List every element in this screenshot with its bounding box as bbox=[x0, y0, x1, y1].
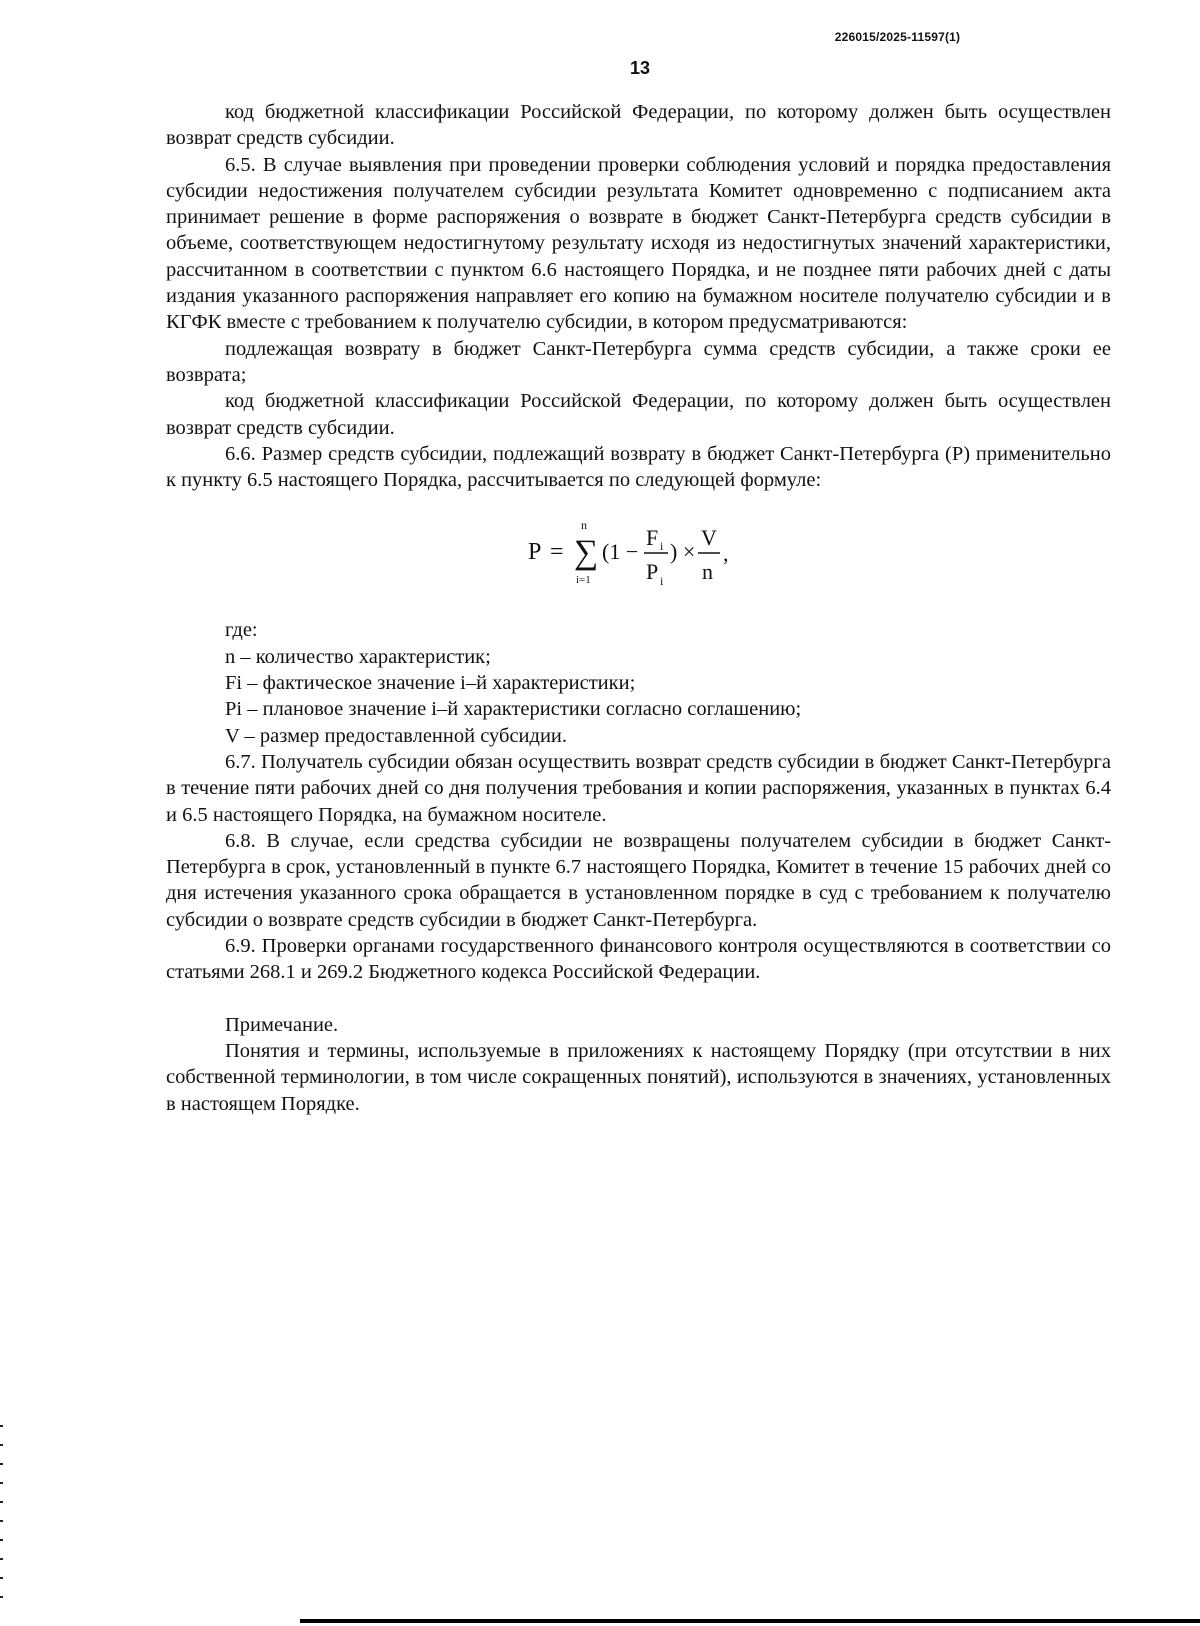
formula-lhs: P bbox=[528, 539, 542, 566]
paragraph-6-6: 6.6. Размер средств субсидии, подлежащий возврату в бюджет Санкт-Петербурга (P) применительно к пункту 6.5 настоящего Порядка, рассчитывается по следующей формуле: bbox=[166, 442, 1111, 492]
definition-v: V – размер предоставленной субсидии. bbox=[225, 724, 568, 747]
scan-edge-marks bbox=[0, 1425, 4, 1615]
formula-equals: = bbox=[550, 539, 564, 566]
definitions-heading: где: bbox=[225, 619, 258, 642]
document-id: 226015/2025-11597(1) bbox=[834, 30, 961, 44]
formula-numerator-sub: i bbox=[660, 539, 664, 554]
paragraph-6-5: 6.5. В случае выявления при проведении проверки соблюдения условий и порядка предоставления субсидии недостижения получателем субсидии результата Комитет одновременно с подписанием акта принимает решение в форме распоряжения о возврате в бюджет Санкт-Петербурга средств субсидии в объеме, соответствующем недостигнутому результату исходя из недостигнутых значений характеристики, рассчитанном в соответствии с пунктом 6.6 настоящего Порядка, и не позднее пяти рабочих дней с даты издания указанного распоряжения направляет его копию на бумажном носителе получателю субсидии и в КГФК вместе с требованием к получателю субсидии, в котором предусматриваются: bbox=[166, 153, 1111, 334]
formula-comma: , bbox=[723, 541, 729, 567]
paragraph-budget-code-1: код бюджетной классификации Российской Федерации, по которому должен быть осуществлен возврат средств субсидии. bbox=[166, 101, 1111, 150]
paragraph-budget-code-2: код бюджетной классификации Российской Федерации, по которому должен быть осуществлен возврат средств субсидии. bbox=[166, 390, 1111, 439]
note-title: Примечание. bbox=[225, 1013, 339, 1036]
paragraph-refund-amount: подлежащая возврату в бюджет Санкт-Петербурга сумма средств субсидии, а также сроки ее возврата; bbox=[166, 337, 1111, 386]
refund-formula bbox=[166, 493, 1111, 617]
formula-lower-limit: i=1 bbox=[576, 574, 591, 587]
formula-denominator-n: n bbox=[702, 559, 713, 585]
formula-denominator-p: P bbox=[646, 559, 659, 585]
paragraph-6-7: 6.7. Получатель субсидии обязан осуществить возврат средств субсидии в бюджет Санкт-Петербурга в течение пяти рабочих дней со дня получения требования и копии распоряжения, указанных в пунктах 6.4 и 6.5 настоящего Порядка, на бумажном носителе. bbox=[166, 750, 1111, 826]
formula-denominator-sub: i bbox=[660, 574, 664, 589]
formula-numerator-v: V bbox=[701, 525, 717, 551]
definition-n: n – количество характеристик; bbox=[225, 645, 491, 668]
sigma-icon: ∑ bbox=[574, 534, 599, 572]
paragraph-6-9: 6.9. Проверки органами государственного финансового контроля осуществляются в соответствии со статьями 268.1 и 269.2 Бюджетного кодекса Российской Федерации. bbox=[166, 935, 1111, 984]
scan-bottom-edge bbox=[300, 1619, 1200, 1623]
formula-close: ) × bbox=[670, 539, 696, 565]
definition-p: Pi – плановое значение i–й характеристики согласно соглашению; bbox=[225, 698, 802, 721]
definition-f: Fi – фактическое значение i–й характеристики; bbox=[225, 672, 636, 695]
formula-open: (1 − bbox=[602, 539, 639, 565]
paragraph-6-8: 6.8. В случае, если средства субсидии не возвращены получателем субсидии в бюджет Санкт-Петербурга в срок, установленный в пункте 6.7 настоящего Порядка, Комитет в течение 15 рабочих дней со дня истечения указанного срока обращается в установленном порядке в суд с требованием к получателю субсидии о возврате средств субсидии в бюджет Санкт-Петербурга. bbox=[166, 829, 1111, 931]
document-body bbox=[166, 99, 1111, 1117]
page-number: 13 bbox=[629, 58, 651, 78]
note-text: Понятия и термины, используемые в приложениях к настоящему Порядку (при отсутствии в них собственной терминологии, в том числе сокращенных понятий), используются в значениях, установленных в настоящем Порядке. bbox=[166, 1039, 1111, 1115]
formula-upper-limit: n bbox=[581, 518, 587, 533]
formula-numerator-f: F bbox=[646, 525, 659, 551]
